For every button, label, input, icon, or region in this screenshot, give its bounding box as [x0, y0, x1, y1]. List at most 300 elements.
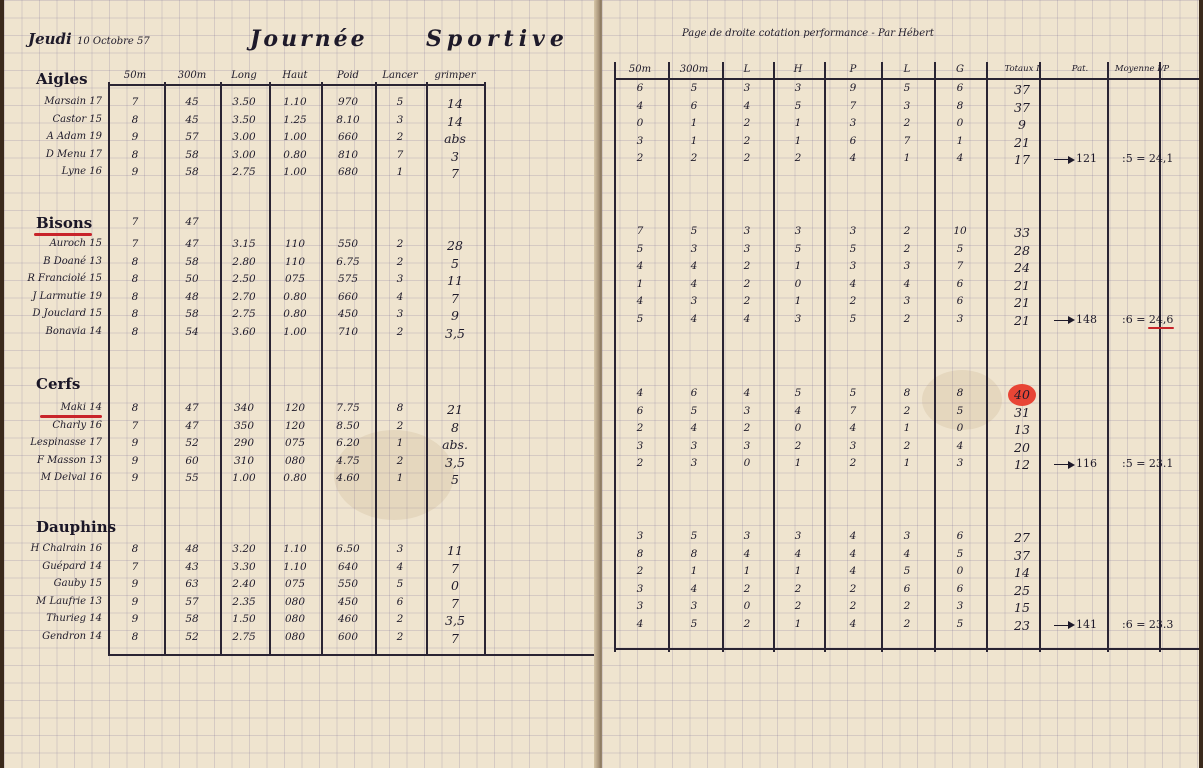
cell-value: abs.	[442, 437, 468, 452]
cell-score: 4	[636, 617, 644, 630]
group-average: :5 = 23.1	[1122, 457, 1174, 470]
cell-score: 7	[956, 260, 964, 272]
athlete-name: D Jouclard 15	[32, 308, 102, 319]
cell-score: 5	[903, 565, 911, 577]
cell-value: 6.20	[336, 437, 360, 449]
athlete-name: M Laufrie 13	[36, 595, 102, 607]
cell-value: 6	[396, 595, 404, 608]
cell-score: 1	[903, 457, 911, 469]
cell-value: 2	[396, 255, 404, 268]
cell-value: 7	[131, 560, 139, 573]
team-name: Cerfs	[36, 375, 81, 393]
cell-score: 28	[1014, 242, 1030, 258]
group-average: :6 = 23.3	[1122, 617, 1174, 631]
cell-value: 0.80	[283, 308, 307, 320]
cell-value: 3	[396, 308, 404, 320]
cell-score: 6	[956, 277, 964, 290]
cell-score: 4	[690, 582, 698, 595]
cell-value: 6.75	[336, 255, 360, 268]
cell-value: 4	[396, 290, 404, 303]
cell-score: 5	[903, 82, 911, 94]
athlete-name: D Menu 17	[45, 148, 102, 160]
cell-score: 4	[794, 404, 802, 417]
cell-value: 7	[451, 630, 459, 646]
cell-score: 5	[636, 242, 644, 255]
cell-value: 8	[131, 255, 139, 268]
group-total: 141	[1076, 617, 1097, 631]
cell-score: 6	[956, 295, 964, 307]
cell-score: 5	[690, 404, 698, 417]
table-column-line	[321, 82, 323, 656]
cell-score: 1	[794, 260, 802, 272]
cell-value: 075	[284, 273, 306, 285]
cell-score: 3	[903, 99, 911, 112]
cell-score: 3	[794, 530, 802, 542]
cell-score: 1	[956, 134, 964, 147]
cell-value: 8	[131, 308, 139, 320]
table-column-line	[824, 62, 826, 652]
table-column-line	[426, 82, 428, 656]
cell-score: 5	[690, 617, 698, 630]
cell-score: 3	[956, 457, 964, 469]
cell-value: 3,5	[445, 325, 465, 341]
cell-value: 1.00	[283, 131, 307, 143]
cell-score: 8	[690, 547, 698, 560]
athlete-name: Gauby 15	[53, 578, 102, 589]
cell-value: 120	[284, 419, 306, 432]
cell-value: 340	[233, 402, 255, 414]
cell-score: 2	[743, 117, 751, 129]
cell-score: 2	[743, 422, 751, 434]
cell-score: 3	[690, 242, 698, 255]
cell-score: 3	[743, 439, 751, 452]
column-header-4: Poid	[337, 70, 359, 81]
cell-score: 2	[849, 600, 857, 612]
cell-value: 58	[185, 308, 199, 320]
cell-value: 58	[185, 148, 199, 161]
cell-score: 1	[903, 422, 911, 434]
cell-score: 2	[794, 439, 802, 452]
cell-value: 7	[451, 166, 459, 181]
cell-value: 660	[337, 290, 359, 303]
cell-score: 4	[636, 99, 644, 112]
cell-score: 4	[636, 260, 644, 272]
team-name: Bisons	[36, 214, 93, 232]
cell-value: 2.70	[232, 290, 256, 303]
cell-score: 5	[849, 242, 857, 255]
cell-score: 1	[690, 565, 698, 577]
cell-value: 7	[131, 419, 139, 432]
cell-value: 2.80	[232, 255, 256, 268]
cell-score: 5	[690, 82, 698, 94]
cell-value: 075	[284, 437, 306, 449]
cell-value: 28	[447, 238, 463, 253]
cell-score: 37	[1014, 82, 1030, 97]
cell-score: 2	[849, 582, 857, 595]
athlete-name: F Masson 13	[37, 454, 102, 466]
team-name: Dauphins	[36, 518, 117, 536]
cell-value: 43	[185, 560, 199, 573]
athlete-name: Gendron 14	[42, 630, 102, 642]
column-header-5: Lancer	[382, 70, 418, 81]
cell-score: 5	[690, 530, 698, 542]
cell-value: 3.15	[232, 238, 256, 250]
cell-score: 9	[1018, 117, 1026, 132]
cell-score: 8	[956, 99, 964, 112]
cell-value: 3.60	[232, 325, 256, 338]
column-header-3: H	[793, 64, 803, 75]
sum-arrow-head	[1068, 156, 1075, 164]
cell-score: 2	[743, 134, 751, 147]
cell-score: 5	[636, 312, 644, 325]
table-column-line	[881, 62, 883, 652]
cell-value: 3.30	[232, 560, 256, 573]
athlete-name: Lyne 16	[61, 166, 102, 177]
sum-arrow-head	[1068, 461, 1075, 469]
cell-score: 3	[690, 439, 698, 452]
cell-value: 120	[284, 402, 306, 414]
cell-score: 7	[849, 404, 857, 417]
cell-score: 2	[794, 152, 802, 164]
cell-value: 7	[451, 595, 459, 611]
cell-value: 2	[396, 630, 404, 643]
cell-score: 1	[690, 134, 698, 147]
cell-score: 6	[956, 582, 964, 595]
athlete-name: Lespinasse 17	[30, 437, 102, 448]
cell-score: 1	[794, 117, 802, 129]
cell-score: 3	[794, 225, 802, 237]
cell-value: 4	[396, 560, 404, 573]
cell-score: 4	[690, 277, 698, 290]
column-header-3: Haut	[282, 70, 308, 81]
cell-score: 31	[1014, 404, 1030, 420]
cell-score: 5	[794, 387, 802, 399]
cell-score: 3	[794, 82, 802, 94]
cell-score: 0	[794, 422, 802, 434]
column-header-7: Totaux I	[1004, 64, 1040, 74]
cell-value: 3	[396, 273, 404, 285]
cell-score: 7	[849, 99, 857, 112]
cell-score: 2	[743, 582, 751, 595]
cell-value: 1.50	[232, 613, 256, 625]
cell-score: 5	[849, 312, 857, 325]
cell-score: 8	[636, 547, 644, 560]
cell-score: 2	[849, 295, 857, 307]
cell-value: 7	[131, 238, 139, 250]
sum-arrow-head	[1068, 621, 1075, 629]
cell-value: 2	[396, 454, 404, 467]
cell-value: 1.00	[283, 166, 307, 178]
cell-value: 2.50	[232, 273, 256, 285]
column-header-0: 50m	[123, 70, 147, 81]
cell-value: 3.50	[232, 113, 256, 126]
cell-value: 5	[396, 96, 404, 108]
column-header-2: Long	[231, 70, 257, 81]
cell-value: 080	[284, 613, 306, 625]
cell-score: 5	[956, 242, 964, 255]
cell-value: 58	[185, 255, 199, 268]
table-column-line	[220, 82, 222, 656]
cell-score: 4	[849, 422, 857, 434]
cell-score: 4	[849, 617, 857, 630]
cell-value: 0.80	[283, 472, 307, 484]
cell-value: 550	[337, 578, 359, 590]
cell-value: 3	[451, 148, 459, 164]
cell-score: 3	[743, 82, 751, 94]
cell-value: 575	[337, 273, 359, 285]
cell-score: 37	[1014, 99, 1030, 115]
cell-score: 3	[636, 530, 644, 542]
cell-value: 290	[233, 437, 255, 449]
cell-value: 21	[447, 402, 463, 417]
cell-score: 37	[1014, 547, 1030, 563]
cell-score: 14	[1014, 565, 1030, 580]
cell-score: 9	[849, 82, 857, 94]
cell-value: 110	[284, 238, 306, 250]
cell-score: 7	[903, 134, 911, 147]
table-column-line	[484, 82, 486, 656]
cell-value: 3,5	[445, 454, 465, 470]
cell-score: 2	[903, 312, 911, 325]
cell-score: 2	[903, 225, 911, 237]
cell-value: 3.20	[232, 543, 256, 555]
group-total: 148	[1076, 312, 1097, 326]
cell-score: 0	[956, 422, 964, 434]
sum-arrow-head	[1068, 316, 1075, 324]
cell-score: 2	[690, 152, 698, 164]
title-sportive: Sportive	[426, 26, 569, 52]
team-name: Aigles	[36, 70, 88, 88]
column-header-0: 50m	[628, 64, 652, 75]
cell-value: 080	[284, 630, 306, 643]
cell-value: 1.10	[283, 96, 307, 108]
athlete-name: Thurieg 14	[46, 613, 102, 624]
cell-value: 710	[337, 325, 359, 338]
cell-score: 4	[849, 565, 857, 577]
cell-value: 2	[396, 325, 404, 338]
table-header-line	[614, 78, 1199, 80]
cell-score: 1	[794, 295, 802, 307]
cell-score: 3	[849, 439, 857, 452]
cell-value: 2.75	[232, 308, 256, 320]
cell-score: 2	[743, 295, 751, 307]
cell-score: 5	[956, 547, 964, 560]
cell-value: 5	[451, 255, 459, 271]
cell-value: 1.25	[283, 113, 307, 126]
cell-score: 20	[1014, 439, 1030, 455]
cell-score: 2	[743, 260, 751, 272]
cell-value: 48	[185, 543, 199, 555]
cell-score: 21	[1014, 277, 1030, 293]
cell-value: 9	[131, 595, 139, 608]
cell-value: 14	[447, 113, 463, 129]
column-header-6: grimper	[434, 70, 476, 81]
table-column-line	[1159, 62, 1161, 652]
table-column-line	[269, 82, 271, 656]
cell-score: 2	[743, 617, 751, 630]
cell-score: 5	[794, 99, 802, 112]
cell-value: 7	[131, 96, 139, 108]
right-notebook-page	[602, 0, 1199, 768]
cell-score: 2	[743, 152, 751, 164]
cell-value: 8.50	[336, 419, 360, 432]
cell-value: 600	[337, 630, 359, 643]
cell-score: 2	[636, 152, 644, 164]
column-header-5: L	[903, 64, 911, 75]
cell-value: 9	[131, 578, 139, 590]
athlete-name: J Larmutie 19	[32, 290, 102, 302]
cell-value: 350	[233, 419, 255, 432]
athlete-name: Maki 14	[60, 402, 102, 413]
cell-score: 6	[849, 134, 857, 147]
cell-score: 2	[794, 600, 802, 612]
cell-score: 23	[1014, 617, 1030, 633]
cell-score: 3	[636, 134, 644, 147]
cell-score: 4	[690, 260, 698, 272]
cell-value: 8	[131, 290, 139, 303]
cell-value: 2.75	[232, 630, 256, 643]
cell-score: 3	[743, 242, 751, 255]
cell-score: 3	[743, 530, 751, 542]
cell-value: 11	[447, 543, 463, 558]
cell-value: 7	[451, 560, 459, 576]
table-column-line	[375, 82, 377, 656]
cell-score: 6	[690, 387, 698, 399]
cell-value: 7.75	[336, 402, 360, 414]
cell-score: 6	[903, 582, 911, 595]
cell-score: 1	[636, 277, 644, 290]
cell-value: 7	[451, 290, 459, 306]
cell-score: 0	[743, 600, 751, 612]
cell-score: 3	[903, 530, 911, 542]
cell-value: 45	[185, 113, 199, 126]
cell-value: 54	[185, 325, 199, 338]
cell-score: 2	[903, 404, 911, 417]
cell-score: 3	[636, 582, 644, 595]
cell-score: 2	[903, 242, 911, 255]
cell-score: 0	[794, 277, 802, 290]
athlete-name: Charly 16	[52, 419, 102, 431]
cell-value: 58	[185, 166, 199, 178]
cell-score: 6	[636, 82, 644, 94]
cell-score: 7	[636, 225, 644, 237]
cell-score: 4	[903, 277, 911, 290]
cell-value: 2	[396, 131, 404, 143]
cell-score: 8	[903, 387, 911, 399]
cell-value: 550	[337, 238, 359, 250]
cell-score: 1	[794, 565, 802, 577]
cell-value: 58	[185, 613, 199, 625]
cell-score: 4	[849, 277, 857, 290]
cell-value: 310	[233, 454, 255, 467]
athlete-name: R Franciolé 15	[27, 273, 102, 284]
cell-value: 57	[185, 131, 199, 143]
cell-score: 2	[849, 457, 857, 469]
cell-value: 680	[337, 166, 359, 178]
cell-value: 1.00	[283, 325, 307, 338]
cell-value: 8	[396, 402, 404, 414]
cell-score: 3	[690, 295, 698, 307]
cell-score: 3	[690, 457, 698, 469]
cell-score: 3	[849, 260, 857, 272]
table-bottom-line	[614, 648, 1199, 650]
cell-value: 52	[185, 630, 199, 643]
cell-score: 2	[903, 617, 911, 630]
cell-score: 4	[849, 530, 857, 542]
cell-score: 4	[743, 99, 751, 112]
cell-score: 3	[849, 117, 857, 129]
cell-value: 8	[131, 113, 139, 126]
cell-score: 4	[690, 422, 698, 434]
table-bottom-line	[108, 654, 598, 656]
team-underline	[34, 233, 92, 236]
cell-value: 5	[396, 578, 404, 590]
cell-score: 4	[743, 387, 751, 399]
right-page-note: Page de droite cotation performance - Par Hébert	[682, 28, 934, 39]
cell-value: 9	[451, 308, 459, 323]
cell-score: 25	[1014, 582, 1030, 598]
cell-score: 1	[743, 565, 751, 577]
cell-score: 5	[956, 404, 964, 417]
cell-value: 8	[131, 273, 139, 285]
cell-value: 11	[447, 273, 463, 288]
cell-value: 9	[131, 454, 139, 467]
group-average: :6 = 24,6	[1122, 312, 1174, 326]
cell-score: 6	[636, 404, 644, 417]
cell-value: 2	[396, 238, 404, 250]
cell-value: 4.75	[336, 454, 360, 467]
cell-score: 0	[956, 117, 964, 129]
cell-score: 2	[636, 422, 644, 434]
cell-value: 075	[284, 578, 306, 590]
cell-score: 27	[1014, 530, 1030, 545]
cell-score: 4	[690, 312, 698, 325]
cell-score: 6	[956, 82, 964, 94]
title-journee: Journée	[250, 26, 368, 52]
cell-value: 0.80	[283, 148, 307, 161]
cell-score: 2	[794, 582, 802, 595]
average-underline	[1148, 327, 1174, 330]
cell-value: 1	[396, 437, 404, 449]
cell-value: 6.50	[336, 543, 360, 555]
table-column-line	[1107, 62, 1109, 652]
cell-score: 3	[903, 295, 911, 307]
athlete-name: Bonavia 14	[45, 325, 102, 337]
cell-value: 50	[185, 273, 199, 285]
cell-score: 13	[1014, 422, 1030, 437]
cell-value: 5	[451, 472, 459, 487]
table-column-line	[934, 62, 936, 652]
cell-score: 0	[636, 117, 644, 129]
table-column-line	[108, 82, 110, 656]
cell-score: 3	[956, 600, 964, 612]
table-column-line	[1039, 62, 1041, 652]
cell-value: 63	[185, 578, 199, 590]
cell-value: 8	[131, 402, 139, 414]
cell-score: 21	[1014, 312, 1030, 328]
cell-score: 8	[956, 387, 964, 399]
column-header-2: L	[743, 64, 751, 75]
athlete-name: A Adam 19	[46, 131, 102, 142]
cell-value: 3	[396, 543, 404, 555]
cell-value: 47	[185, 419, 199, 432]
cell-score: 0	[956, 565, 964, 577]
cell-score: 4	[794, 547, 802, 560]
cell-value: 3	[396, 113, 404, 126]
cell-score: 1	[690, 117, 698, 129]
athlete-name: B Doané 13	[43, 255, 102, 267]
cell-value: 55	[185, 472, 199, 484]
